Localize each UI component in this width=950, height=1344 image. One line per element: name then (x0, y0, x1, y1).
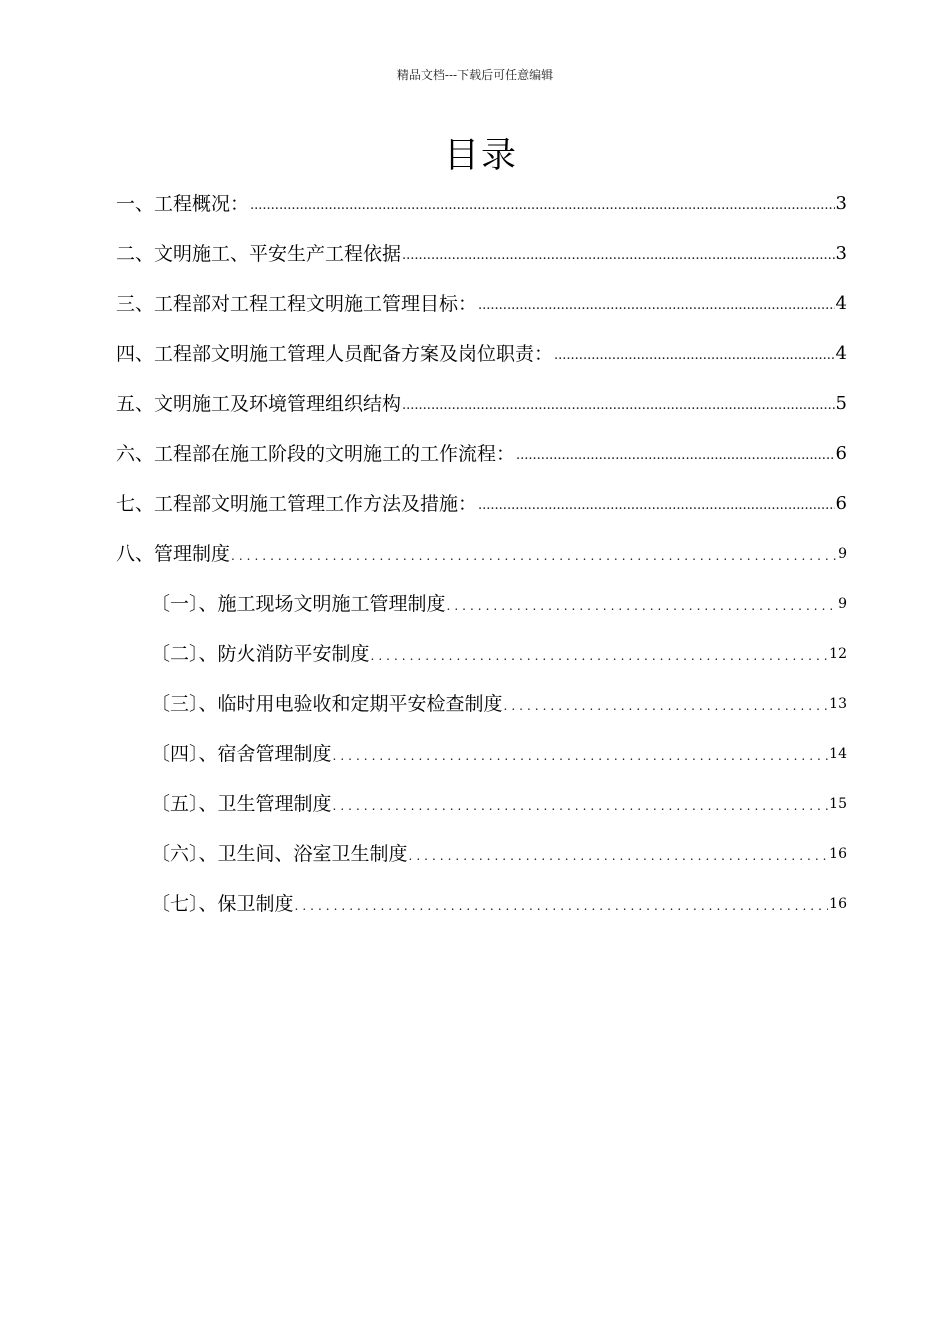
toc-entry-label: 〔一〕、施工现场文明施工管理制度 (151, 593, 446, 615)
toc-dot-leader (478, 295, 835, 317)
page-title: 目录 (443, 136, 518, 176)
toc-dot-leader (333, 795, 829, 817)
page-header: 精品文档---下载后可任意编辑 (396, 68, 554, 82)
toc-entry-page: 5 (835, 393, 847, 414)
toc-dot-leader (554, 345, 835, 367)
toc-entry-3[interactable] (116, 283, 847, 317)
toc-dot-leader (231, 545, 837, 567)
toc-dot-leader (333, 745, 829, 767)
toc-entry-label: 一、工程概况： (116, 193, 250, 215)
toc-entry-13[interactable] (151, 783, 847, 817)
toc-entry-page: 16 (829, 896, 847, 912)
toc-entry-label: 〔六〕、卫生间、浴室卫生制度 (151, 843, 408, 865)
toc-entry-page: 4 (835, 343, 847, 364)
toc-entry-page: 3 (835, 243, 847, 264)
toc-entry-5[interactable] (116, 383, 847, 417)
toc-dot-leader (504, 695, 829, 717)
toc-dot-leader (402, 395, 835, 417)
toc-entry-9[interactable] (151, 583, 847, 617)
toc-entry-page: 12 (829, 646, 847, 662)
toc-entry-label: 〔五〕、卫生管理制度 (151, 793, 332, 815)
toc-entry-1[interactable] (116, 183, 847, 217)
toc-entry-page: 16 (829, 846, 847, 862)
toc-entry-label: 八、管理制度 (116, 543, 231, 565)
toc-dot-leader (409, 845, 829, 867)
toc-entry-11[interactable] (151, 683, 847, 717)
toc-entry-label: 〔二〕、防火消防平安制度 (151, 643, 370, 665)
toc-entry-2[interactable] (116, 233, 847, 267)
toc-dot-leader (478, 495, 835, 517)
toc-entry-label: 二、文明施工、平安生产工程依据 (116, 243, 402, 265)
toc-entry-4[interactable] (116, 333, 847, 367)
toc-dot-leader (447, 595, 838, 617)
toc-entry-label: 五、文明施工及环境管理组织结构 (116, 393, 402, 415)
toc-entry-page: 9 (838, 596, 847, 612)
toc-entry-label: 七、工程部文明施工管理工作方法及措施： (116, 493, 478, 515)
toc-entry-label: 〔三〕、临时用电验收和定期平安检查制度 (151, 693, 503, 715)
toc-entry-14[interactable] (151, 833, 847, 867)
toc-dot-leader (295, 895, 829, 917)
toc-entry-10[interactable] (151, 633, 847, 667)
toc-entry-label: 〔四〕、宿舍管理制度 (151, 743, 332, 765)
toc-entry-12[interactable] (151, 733, 847, 767)
toc-entry-page: 3 (835, 193, 847, 214)
toc-entry-6[interactable] (116, 433, 847, 467)
toc-entry-label: 〔七〕、保卫制度 (151, 893, 294, 915)
toc-entry-page: 15 (829, 796, 847, 812)
toc-entry-8[interactable] (116, 533, 847, 567)
toc-entry-page: 14 (829, 746, 847, 762)
toc-dot-leader (371, 645, 829, 667)
toc-entry-page: 6 (835, 443, 847, 464)
toc-entry-15[interactable] (151, 883, 847, 917)
toc-entry-7[interactable] (116, 483, 847, 517)
toc-entry-page: 4 (835, 293, 847, 314)
toc-entry-label: 四、工程部文明施工管理人员配备方案及岗位职责： (116, 343, 554, 365)
toc-dot-leader (402, 245, 835, 267)
toc-entry-label: 三、工程部对工程工程文明施工管理目标： (116, 293, 478, 315)
toc-dot-leader (516, 445, 835, 467)
toc-entry-page: 9 (838, 546, 847, 562)
toc-entry-page: 13 (829, 696, 847, 712)
toc-dot-leader (250, 195, 835, 217)
toc-entry-page: 6 (835, 493, 847, 514)
toc-entry-label: 六、工程部在施工阶段的文明施工的工作流程： (116, 443, 516, 465)
